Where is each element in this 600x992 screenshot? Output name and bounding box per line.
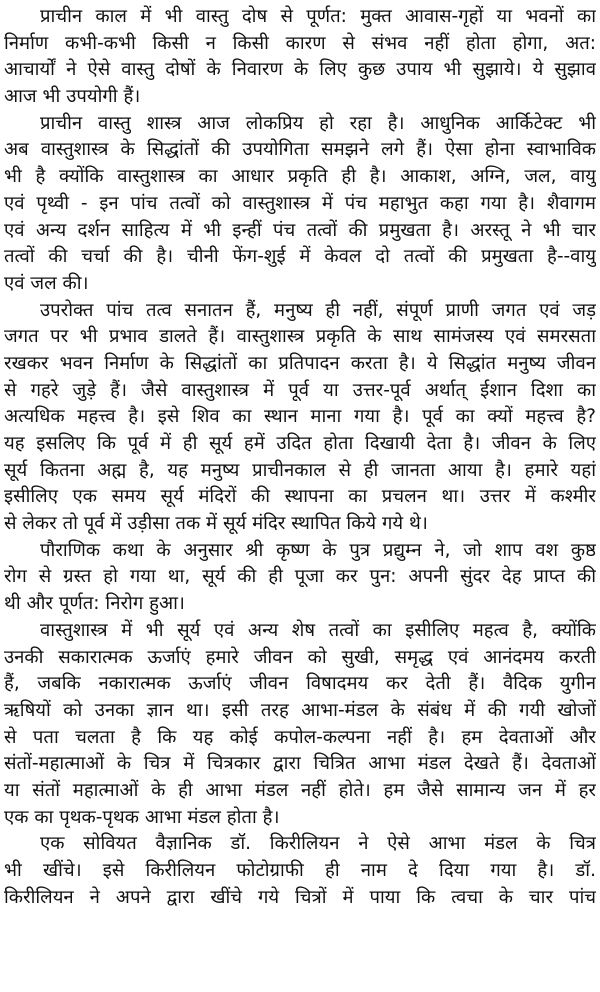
text-line: उनकी सकारात्मक ऊर्जाएं हमारे जीवन को सुखी, समृद्ध एवं आनंदमय करती — [4, 646, 596, 668]
text-line: किरीलियन ने अपने द्वारा खींचे गये चित्रों में पाया कि त्वचा के चार पांच — [4, 886, 596, 908]
text-line: अत्यधिक महत्त्व है। इसे शिव का स्थान माना गया है। पूर्व का क्यों महत्त्व है? — [4, 406, 596, 428]
text-line: सूर्य कितना अह्म है, यह मनुष्य प्राचीनकाल से ही जानता आया है। हमारे यहां — [4, 459, 596, 481]
text-line: हैं, जबकि नकारात्मक ऊर्जाएं जीवन विषादमय कर देती हैं। वैदिक युगीन — [4, 673, 596, 695]
text-line: एवं पृथ्वी - इन पांच तत्वों को वास्तुशास्त्र में पंच महाभुत कहा गया है। शैवागम — [4, 192, 596, 214]
text-line: प्राचीन काल में भी वास्तु दोष से पूर्णत: मुक्त आवास-गृहों या भवनों का — [40, 6, 596, 27]
text-line: उपरोक्त पांच तत्व सनातन हैं, मनुष्य ही नहीं, संपूर्ण प्राणी जगत एवं जड़ — [40, 299, 596, 321]
text-line: से गहरे जुड़े हैं। जैसे वास्तुशास्त्र में पूर्व या उत्तर-पूर्व अर्थात् ईशान दिशा का — [4, 379, 596, 401]
text-line: भी है क्योंकि वास्तुशास्त्र का आधार प्रकृति ही है। आकाश, अग्नि, जल, वायु — [4, 166, 596, 188]
text-line: ऋषियों को उनका ज्ञान था। इसी तरह आभा-मंडल के संबंध में की गयी खोजों — [4, 699, 596, 721]
text-line: इसीलिए एक समय सूर्य मंदिरों की स्थापना का प्रचलन था। उत्तर में कश्मीर — [4, 486, 596, 508]
paragraph — [4, 618, 596, 832]
paragraph — [4, 111, 596, 298]
text-line: जगत पर भी प्रभाव डालते हैं। वास्तुशास्त्र प्रकृति के साथ सामंजस्य एवं समरसता — [4, 326, 596, 348]
text-line: संतों-महात्माओं के चित्र में चित्रकार द्वारा चित्रित आभा मंडल देखते हैं। देवताओं — [4, 753, 596, 775]
document-page — [4, 4, 596, 988]
paragraph — [4, 298, 596, 538]
paragraph — [4, 538, 596, 618]
text-line: थी और पूर्णत: निरोग हुआ। — [4, 593, 185, 615]
text-line: रोग से ग्रस्त हो गया था, सूर्य की ही पूजा कर पुन: अपनी सुंदर देह प्राप्त की — [4, 566, 596, 588]
text-line: तत्वों की चर्चा की है। चीनी फेंग-शुई में केवल दो तत्वों की प्रमुखता है--वायु — [4, 246, 596, 268]
text-line: वास्तुशास्त्र में भी सूर्य एवं अन्य शेष तत्वों का इसीलिए महत्व है, क्योंकि — [40, 619, 596, 641]
text-line: एक का पृथक-पृथक आभा मंडल होता है। — [4, 806, 280, 828]
text-line: प्राचीन वास्तु शास्त्र आज लोकप्रिय हो रहा है। आधुनिक आर्किटेक्ट भी — [40, 112, 596, 134]
text-line: आज भी उपयोगी हैं। — [4, 86, 141, 108]
text-line: आचार्यों ने ऐसे वास्तु दोषों के निवारण के लिए कुछ उपाय भी सुझाये। ये सुझाव — [4, 59, 596, 81]
text-line: से लेकर तो पूर्व में उड़ीसा तक में सूर्य मंदिर स्थापित किये गये थे। — [4, 513, 428, 535]
text-line: एवं अन्य दर्शन साहित्य में भी इन्हीं पंच तत्वों की प्रमुखता है। अरस्तू ने भी चार — [4, 219, 596, 241]
text-line: पौराणिक कथा के अनुसार श्री कृष्ण के पुत्र प्रद्युम्न ने, जो शाप वश कुष्ठ — [40, 539, 596, 561]
text-line: रखकर भवन निर्माण के सिद्धांतों का प्रतिपादन करता है। ये सिद्धांत मनुष्य जीवन — [4, 352, 596, 374]
text-line: निर्माण कभी-कभी किसी न किसी कारण से संभव नहीं होता होगा, अत: — [4, 32, 596, 54]
text-line: से पता चलता है कि यह कोई कपोल-कल्पना नहीं है। हम देवताओं और — [4, 726, 596, 748]
text-line: यह इसलिए कि पूर्व में ही सूर्य हमें उदित होता दिखायी देता है। जीवन के लिए — [4, 433, 596, 454]
text-line: अब वास्तुशास्त्र के सिद्धांतों की उपयोगिता समझने लगे हैं। ऐसा होना स्वाभाविक — [4, 139, 596, 161]
text-line: भी खींचे। इसे किरीलियन फोटोग्राफी ही नाम दे दिया गया है। डॉ. — [4, 860, 596, 881]
text-line: एक सोवियत वैज्ञानिक डॉ. किरीलियन ने ऐसे आभा मंडल के चित्र — [40, 833, 596, 855]
text-line: एवं जल की। — [4, 272, 89, 294]
paragraph — [4, 831, 596, 911]
text-line: या संतों महात्माओं के ही आभा मंडल नहीं होते। हम जैसे सामान्य जन में हर — [4, 779, 596, 801]
paragraph — [4, 4, 596, 111]
